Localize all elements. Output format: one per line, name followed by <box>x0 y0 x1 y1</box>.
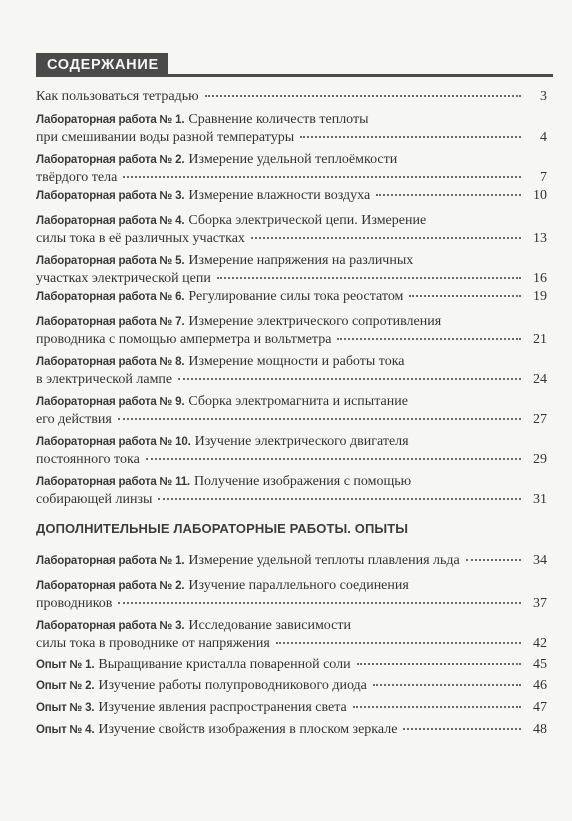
entry-label: Лабораторная работа № 4. <box>36 215 185 227</box>
entry-title: при смешивании воды разной температуры <box>36 130 295 145</box>
entry-title-line: Сборка электрической цепи. Измерение <box>188 213 427 228</box>
entry-label: Лабораторная работа № 11. <box>36 476 190 488</box>
dot-leader <box>403 728 521 730</box>
entry-label: Лабораторная работа № 8. <box>36 356 185 368</box>
dot-leader <box>357 663 521 665</box>
dot-leader <box>178 378 521 380</box>
contents-header <box>36 53 553 77</box>
dot-leader <box>158 498 521 500</box>
entry-title: Изучение свойств изображения в плоском зеркале <box>98 722 398 737</box>
entry-label: Лабораторная работа № 3. <box>36 620 185 632</box>
toc-entry[interactable] <box>36 721 547 739</box>
page-number: 19 <box>533 289 547 304</box>
section-title-additional: ДОПОЛНИТЕЛЬНЫЕ ЛАБОРАТОРНЫЕ РАБОТЫ. ОПЫТЫ <box>36 521 409 536</box>
entry-label: Опыт № 4. <box>36 724 95 736</box>
page-number: 4 <box>540 130 547 145</box>
page-number: 13 <box>533 231 547 246</box>
dot-leader <box>409 295 521 297</box>
entry-title: твёрдого тела <box>36 170 118 185</box>
page-number: 7 <box>540 170 547 185</box>
page-number: 21 <box>533 332 547 347</box>
toc-entry[interactable] <box>36 699 547 717</box>
entry-title-line: Измерение удельной теплоёмкости <box>188 152 398 167</box>
toc-entry[interactable] <box>36 252 547 287</box>
dot-leader <box>251 237 521 239</box>
page-number: 3 <box>540 89 547 104</box>
page-number: 37 <box>533 596 547 611</box>
entry-title-line: Изучение электрического двигателя <box>194 434 409 449</box>
toc-entry[interactable] <box>36 111 547 146</box>
entry-label: Лабораторная работа № 2. <box>36 580 185 592</box>
entry-title-line: Измерение электрического сопротивления <box>188 314 442 329</box>
dot-leader <box>466 559 521 561</box>
toc-entry[interactable] <box>36 433 547 468</box>
dot-leader <box>118 418 521 420</box>
dot-leader <box>146 458 521 460</box>
entry-title: Изучение работы полупроводникового диода <box>98 678 367 693</box>
entry-label: Опыт № 3. <box>36 702 95 714</box>
entry-title-line: Исследование зависимости <box>188 618 351 633</box>
dot-leader <box>353 706 521 708</box>
entry-title: Выращивание кристалла поваренной соли <box>98 657 351 672</box>
entry-label: Лабораторная работа № 6. <box>36 291 185 303</box>
toc-entry[interactable] <box>36 473 547 508</box>
toc-entry[interactable] <box>36 656 547 674</box>
entry-label: Лабораторная работа № 1. <box>36 555 185 567</box>
page-number: 46 <box>533 678 547 693</box>
dot-leader <box>373 684 521 686</box>
entry-title: силы тока в её различных участках <box>36 231 245 246</box>
entry-title: Изучение явления распространения света <box>98 700 347 715</box>
page-number: 16 <box>533 271 547 286</box>
toc-entry[interactable] <box>36 353 547 388</box>
page-number: 27 <box>533 412 547 427</box>
toc-entry[interactable] <box>36 577 547 612</box>
page-number: 34 <box>533 553 547 568</box>
page-number: 42 <box>533 636 547 651</box>
page-number: 31 <box>533 492 547 507</box>
page-number: 29 <box>533 452 547 467</box>
dot-leader <box>123 176 521 178</box>
entry-label: Лабораторная работа № 10. <box>36 436 191 448</box>
entry-title: проводника с помощью амперметра и вольтметра <box>36 332 332 347</box>
entry-title-line: Сборка электромагнита и испытание <box>188 394 408 409</box>
entry-title-line: Сравнение количеств теплоты <box>188 112 369 127</box>
entry-title: силы тока в проводнике от напряжения <box>36 636 270 651</box>
entry-title: постоянного тока <box>36 452 140 467</box>
entry-title: Измерение удельной теплоты плавления льда <box>188 553 460 568</box>
page-number: 45 <box>533 657 547 672</box>
entry-title: участках электрической цепи <box>36 271 211 286</box>
dot-leader <box>205 95 521 97</box>
entry-label: Лабораторная работа № 2. <box>36 154 185 166</box>
page-title: СОДЕРЖАНИЕ <box>36 53 168 77</box>
dot-leader <box>276 642 521 644</box>
dot-leader <box>337 338 521 340</box>
page-number: 10 <box>533 188 547 203</box>
entry-title: Регулирование силы тока реостатом <box>188 289 404 304</box>
dot-leader <box>217 277 521 279</box>
toc-entry[interactable] <box>36 88 547 105</box>
toc-entry[interactable] <box>36 288 547 306</box>
entry-label: Лабораторная работа № 7. <box>36 316 185 328</box>
toc-entry[interactable] <box>36 151 547 186</box>
entry-title-line: Измерение мощности и работы тока <box>188 354 405 369</box>
toc-entry[interactable] <box>36 187 547 205</box>
dot-leader <box>118 602 521 604</box>
page-number: 47 <box>533 700 547 715</box>
page-number: 48 <box>533 722 547 737</box>
entry-title: в электрической лампе <box>36 372 173 387</box>
toc-entry[interactable] <box>36 677 547 695</box>
toc-entry[interactable] <box>36 552 547 570</box>
entry-title-line: Измерение напряжения на различных <box>188 253 414 268</box>
dot-leader <box>300 136 521 138</box>
toc-entry[interactable] <box>36 313 547 348</box>
entry-title: собирающей линзы <box>36 492 153 507</box>
entry-title: его действия <box>36 412 112 427</box>
entry-title-line: Получение изображения с помощью <box>193 474 412 489</box>
entry-label: Опыт № 2. <box>36 680 95 692</box>
entry-title: Измерение влажности воздуха <box>188 188 371 203</box>
page-number: 24 <box>533 372 547 387</box>
entry-label: Опыт № 1. <box>36 659 95 671</box>
entry-label: Лабораторная работа № 5. <box>36 255 185 267</box>
toc-entry[interactable] <box>36 393 547 428</box>
dot-leader <box>376 194 521 196</box>
entry-title: проводников <box>36 596 113 611</box>
entry-title: Как пользоваться тетрадью <box>36 89 199 104</box>
entry-label: Лабораторная работа № 1. <box>36 114 185 126</box>
toc-entry[interactable] <box>36 617 547 652</box>
entry-title-line: Изучение параллельного соединения <box>188 578 409 593</box>
entry-label: Лабораторная работа № 9. <box>36 396 185 408</box>
toc-entry[interactable] <box>36 212 547 247</box>
entry-label: Лабораторная работа № 3. <box>36 190 185 202</box>
